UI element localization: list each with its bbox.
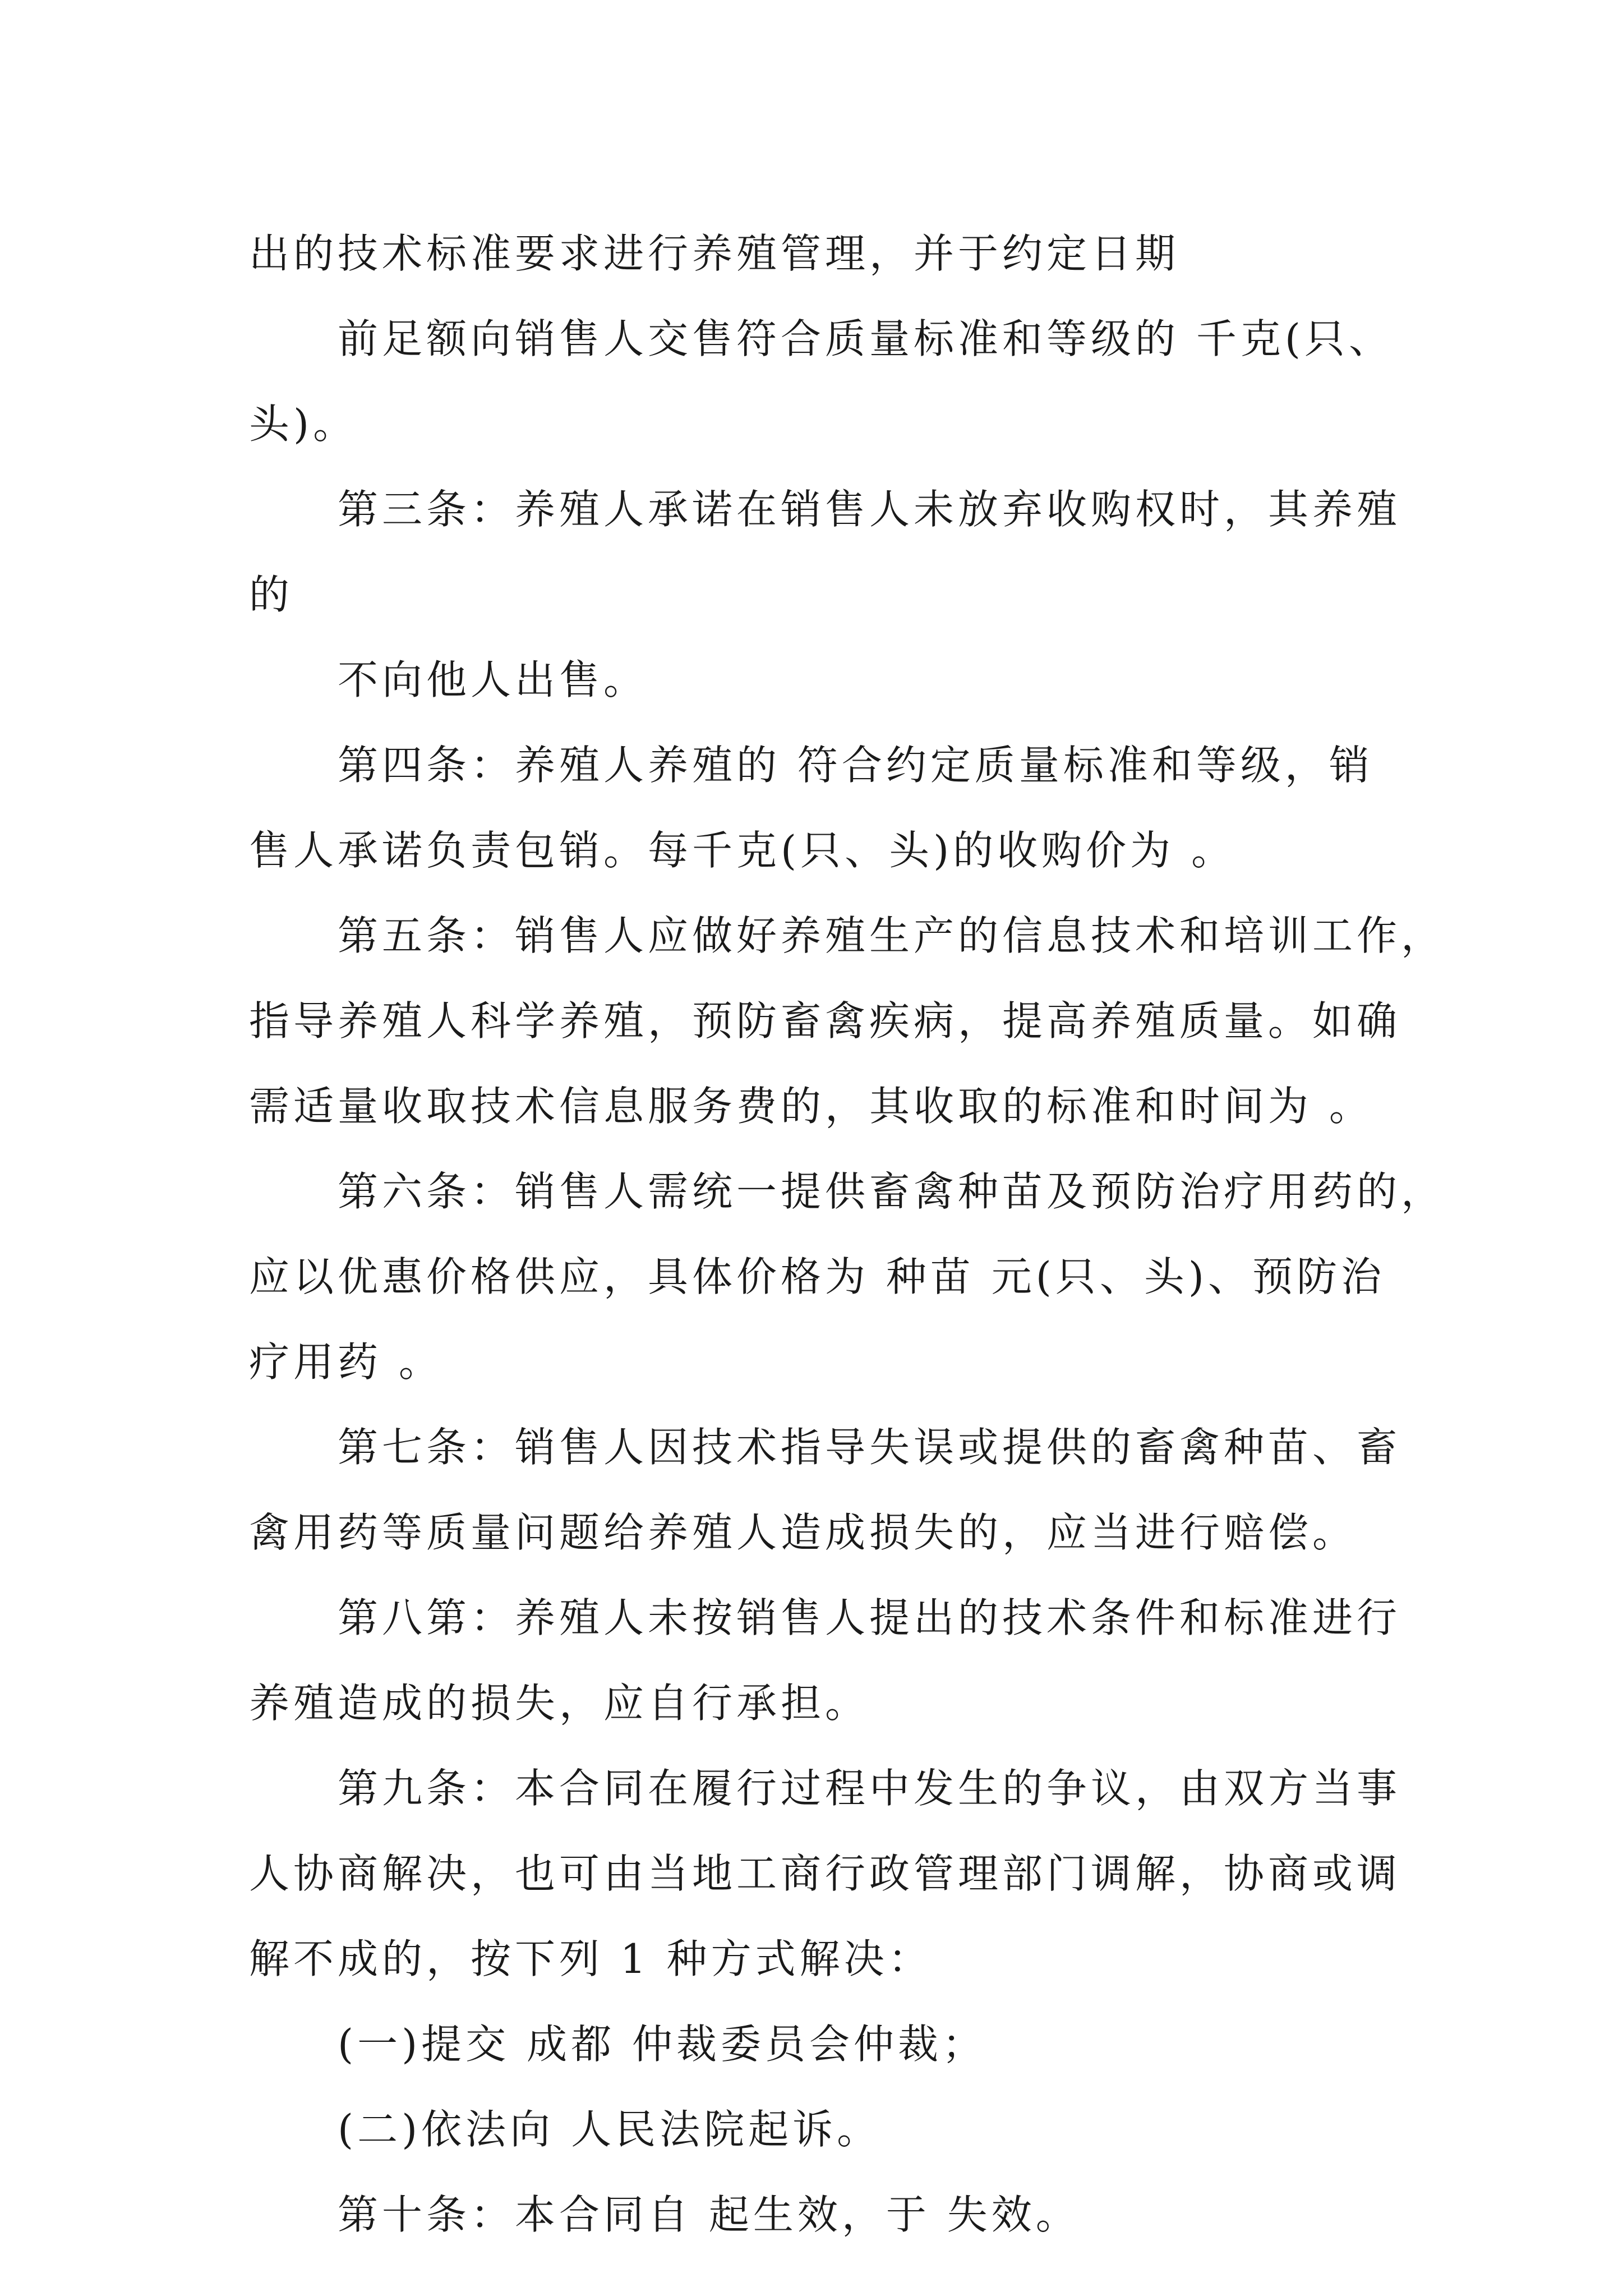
text-line: 禽用药等质量问题给养殖人造成损失的，应当进行赔偿。 bbox=[249, 1509, 1357, 1556]
text-line: 应以优惠价格供应，具体价格为 种苗 元(只、头)、预防治 bbox=[249, 1253, 1385, 1300]
document-body bbox=[249, 211, 1446, 2257]
text-line: 出的技术标准要求进行养殖管理，并于约定日期 bbox=[249, 230, 1180, 277]
text-line: 不向他人出售。 bbox=[338, 656, 648, 703]
text-line: 养殖造成的损失，应自行承担。 bbox=[249, 1680, 870, 1727]
clause-9-line: 第九条：本合同在履行过程中发生的争议，由双方当事 bbox=[338, 1765, 1401, 1812]
text-line: 的 bbox=[249, 571, 294, 618]
clause-6-line: 第六条：销售人需统一提供畜禽种苗及预防治疗用药的， bbox=[338, 1168, 1446, 1215]
text-line: 售人承诺负责包销。每千克(只、头)的收购价为 。 bbox=[249, 827, 1236, 874]
option-2-line: (二)依法向 人民法院起诉。 bbox=[338, 2106, 882, 2153]
text-line: 疗用药 。 bbox=[249, 1338, 443, 1386]
clause-3-line: 第三条：养殖人承诺在销售人未放弃收购权时，其养殖 bbox=[338, 486, 1401, 533]
clause-7-line: 第七条：销售人因技术指导失误或提供的畜禽种苗、畜 bbox=[338, 1424, 1401, 1471]
text-line: 解不成的，按下列 1 种方式解决： bbox=[249, 1935, 933, 1982]
text-line: 指导养殖人科学养殖，预防畜禽疾病，提高养殖质量。如确 bbox=[249, 997, 1401, 1045]
text-line: 需适量收取技术信息服务费的，其收取的标准和时间为 。 bbox=[249, 1083, 1373, 1130]
option-1-line: (一)提交 成都 仲裁委员会仲裁； bbox=[338, 2021, 986, 2068]
clause-5-line: 第五条：销售人应做好养殖生产的信息技术和培训工作， bbox=[338, 912, 1446, 959]
clause-4-line: 第四条：养殖人养殖的 符合约定质量标准和等级，销 bbox=[338, 742, 1373, 789]
text-line: 头)。 bbox=[249, 401, 358, 448]
text-line: 人协商解决，也可由当地工商行政管理部门调解，协商或调 bbox=[249, 1850, 1401, 1897]
clause-10-line: 第十条：本合同自 起生效，于 失效。 bbox=[338, 2191, 1080, 2238]
text-line: 前足额向销售人交售符合质量标准和等级的 千克(只、 bbox=[338, 315, 1393, 362]
clause-8-line: 第八第：养殖人未按销售人提出的技术条件和标准进行 bbox=[338, 1594, 1401, 1641]
